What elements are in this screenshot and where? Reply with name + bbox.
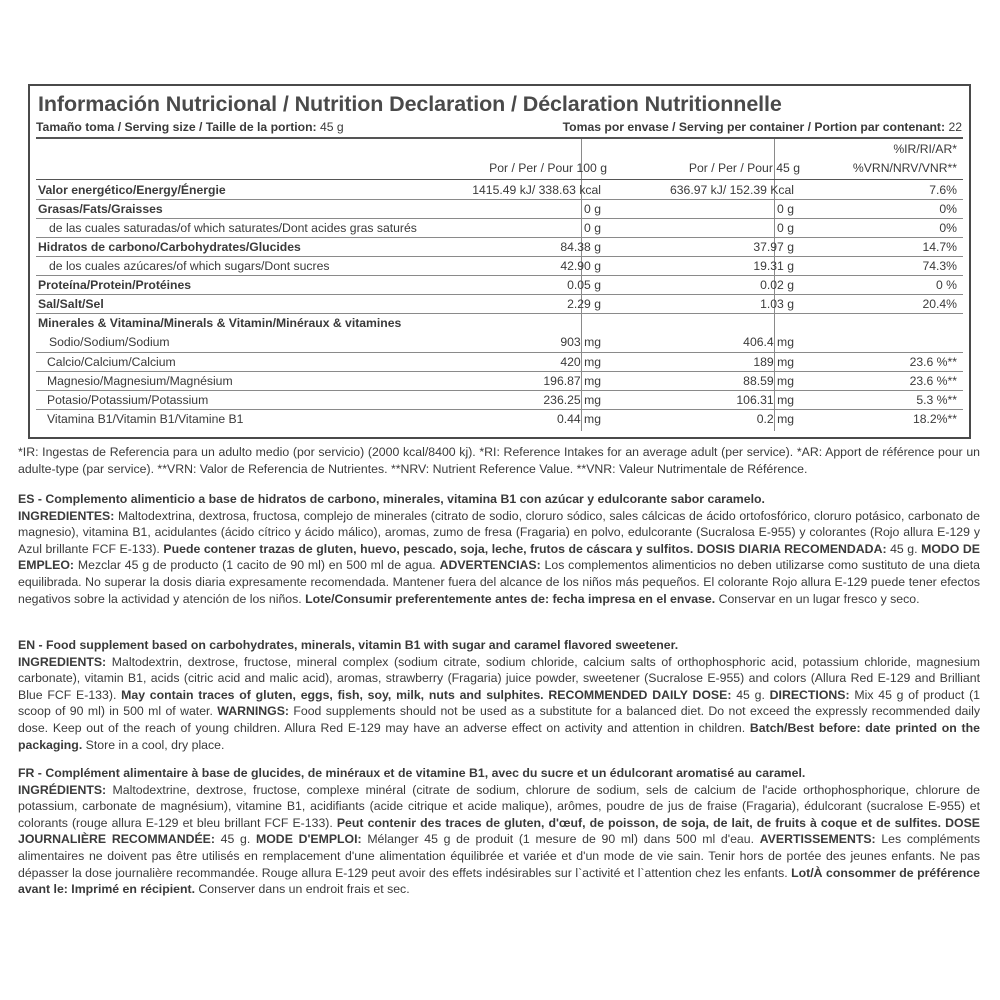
row-label: Vitamina B1/Vitamin B1/Vitamine B1 [47, 412, 244, 426]
servings-per-container: Tomas por envase / Serving per container / Portion par contenant: 22 [562, 120, 962, 134]
row-per45: 1.03 g [760, 297, 794, 311]
es-storage: Conservar en un lugar fresco y seco. [715, 591, 920, 606]
en-dose-label: RECOMMENDED DAILY DOSE: [543, 687, 732, 702]
row-ri: 23.6 %** [909, 374, 957, 388]
es-heading: ES - Complemento alimenticio a base de hidratos de carbono, minerales, vitamina B1 con azúcar y edulcorante sabor caramelo. [18, 492, 765, 506]
nutrition-table [28, 84, 971, 439]
row-per100: 420 mg [560, 355, 601, 369]
en-warnings: Food supplements should not be used as a substitute for a balanced diet. Do not exceed the expressly recommended daily dose. Keep out of the reach of young children. Allura Red E-129 may have an adverse effect on activity and attention in children. [18, 704, 980, 735]
row-per45: 37.97 g [753, 240, 794, 254]
fr-dose: 45 g. [214, 832, 256, 847]
row-per45: 106.31 mg [736, 393, 794, 407]
en-ingredients: Maltodextrin, dextrose, fructose, mineral complex (sodium citrate, sodium chloride, calcium salts of orthophosphoric acid, potassium chloride, magnesium carbonate), vitamin B1, acids (citric acid and malic acid), aromas, strawberry (Fragaria) juice powder, sweetener (Sucralose E-955) and colors (Allura Red E-129 and Brilliant Blue FCF E-133). [18, 654, 980, 702]
nutrition-title: Información Nutricional / Nutrition Declaration / Déclaration Nutritionnelle [38, 92, 782, 116]
en-use-label: DIRECTIONS: [769, 687, 850, 702]
es-ingredients-label: INGREDIENTES: [18, 508, 115, 523]
row-per100: 196.87 mg [543, 374, 601, 388]
spanish-section [18, 491, 980, 607]
footnote: *IR: Ingestas de Referencia para un adulto medio (por servicio) (2000 kcal/8400 kj). *RI: Reference Intakes for an average adult (per service). *AR: Apport de référence pour un adulte-type (par service). **VRN: Valor de Referencia de Nutrientes. **NRV: Nutrient Reference Value. **VNR: Valeur Nutrimentale de Référence. [18, 445, 980, 476]
en-ingredients-label: INGREDIENTS: [18, 654, 107, 669]
row-ri: 23.6 %** [909, 355, 957, 369]
row-per100: 0 g [584, 202, 601, 216]
row-ri: 0% [939, 221, 957, 235]
table-row [36, 333, 963, 352]
table-row [36, 219, 963, 238]
fr-use-label: MODE D'EMPLOI: [256, 832, 362, 847]
row-per100: 903 mg [560, 335, 601, 349]
row-per100: 0.05 g [567, 278, 601, 292]
table-row [36, 391, 963, 410]
row-label: Sal/Salt/Sel [38, 297, 104, 311]
row-per45: 0 g [777, 202, 794, 216]
row-per45: 88.59 mg [743, 374, 794, 388]
en-use: Mix 45 g of product (1 scoop of 90 ml) in 500 ml of water. [18, 687, 980, 719]
row-per100: 84.38 g [560, 240, 601, 254]
row-per100: 1415.49 kJ/ 338.63 kcal [472, 183, 601, 197]
row-label: Calcio/Calcium/Calcium [47, 355, 176, 369]
table-row [36, 181, 963, 200]
row-per100: 42.90 g [560, 259, 601, 273]
french-section [18, 765, 980, 898]
row-per45: 0.02 g [760, 278, 794, 292]
table-row [36, 200, 963, 219]
row-label: Potasio/Potassium/Potassium [47, 393, 209, 407]
row-per100: 2.29 g [567, 297, 601, 311]
es-warnings-label: ADVERTENCIAS: [439, 558, 541, 573]
row-label: Magnesio/Magnesium/Magnésium [47, 374, 233, 388]
row-per45: 19.31 g [753, 259, 794, 273]
serving-size: Tamaño toma / Serving size / Taille de la portion: 45 g [36, 120, 344, 134]
fr-ingredients-label: INGRÉDIENTS: [18, 782, 107, 797]
fr-heading: FR - Complément alimentaire à base de glucides, de minéraux et de vitamine B1, avec du sucre et un édulcorant aromatisé au caramel. [18, 766, 806, 780]
es-traces: Puede contener trazas de gluten, huevo, pescado, soja, leche, frutos de cáscara y sulfitos. [163, 541, 694, 556]
row-label: Valor energético/Energy/Énergie [38, 183, 226, 197]
col-header-vrn: %VRN/NRV/VNR** [852, 161, 957, 175]
row-label: Hidratos de carbono/Carbohydrates/Glucides [38, 240, 301, 254]
row-ri: 7.6% [929, 183, 957, 197]
fr-storage: Conserver dans un endroit frais et sec. [195, 882, 410, 897]
es-dose-label: DOSIS DIARIA RECOMENDADA: [693, 541, 887, 556]
row-ri: 18.2%** [912, 412, 957, 426]
row-per100: 236.25 mg [543, 393, 601, 407]
row-ri: 0% [939, 202, 957, 216]
row-per45: 189 mg [753, 355, 794, 369]
fr-dose-label: DOSE JOURNALIÈRE RECOMMANDÉE: [18, 815, 980, 847]
col-header-per45: Por / Per / Pour 45 g [688, 161, 800, 175]
table-row [36, 410, 963, 429]
row-per45: 0 g [777, 221, 794, 235]
en-traces: May contain traces of gluten, eggs, fish, soy, milk, nuts and sulphites. [121, 687, 544, 702]
fr-use: Mélanger 45 g de produit (1 mesure de 90 ml) dans 500 ml d'eau. [361, 832, 760, 847]
es-use-label: MODO DE EMPLEO: [18, 541, 980, 573]
en-warnings-label: WARNINGS: [217, 704, 289, 719]
fr-lot-label: Lot/À consommer de préférence avant le: Imprimé en récipient. [18, 865, 980, 897]
en-heading: EN - Food supplement based on carbohydrates, minerals, vitamin B1 with sugar and caramel flavored sweetener. [18, 638, 679, 652]
row-label: Grasas/Fats/Graisses [38, 202, 163, 216]
english-section [18, 637, 980, 753]
row-ri: 0 % [935, 278, 957, 292]
row-per45: 406.4 mg [743, 335, 794, 349]
fr-traces: Peut contenir des traces de gluten, d'œuf, de poisson, de soja, de lait, de fruits à coque et de sulfites. [336, 815, 942, 830]
row-label: Sodio/Sodium/Sodium [49, 335, 170, 349]
es-use: Mezclar 45 g de producto (1 cacito de 90 ml) en 500 ml de agua. [74, 558, 440, 573]
es-dose: 45 g. [886, 541, 922, 556]
es-lot-label: Lote/Consumir preferentemente antes de: fecha impresa en el envase. [305, 591, 716, 606]
table-row [36, 314, 963, 333]
table-row [36, 257, 963, 276]
row-label: de los cuales azúcares/of which sugars/Dont sucres [49, 259, 330, 273]
row-per100: 0 g [584, 221, 601, 235]
row-divider [36, 179, 963, 180]
row-label: de las cuales saturadas/of which saturates/Dont acides gras saturés [49, 221, 417, 235]
row-label: Proteína/Protein/Protéines [38, 278, 192, 292]
col-header-ri: %IR/RI/AR* [893, 142, 957, 156]
es-ingredients: Maltodextrina, dextrosa, fructosa, complejo de minerales (citrato de sodio, cloruro sódico, sales cálcicas de ácido ortofosfórico, cloruro potásico, carbonato de magnesio), vitamina B1, acidulantes (ácido cítrico y ácido málico), aromas, zumo de fresa (Fragaria) en polvo, edulcorante (Sucralosa E-955) y colorantes (Rojo allura E-129 y Azul brillante FCF E-133). [18, 508, 980, 556]
col-header-per100: Por / Per / Pour 100 g [489, 161, 607, 175]
row-ri: 14.7% [922, 240, 957, 254]
fr-warnings: Les compléments alimentaires ne doivent pas être utilisés en remplacement d'une alimentation équilibrée et variée et d'un mode de vie sain. Tenir hors de portée des jeunes enfants. Ne pas dépasser la dose journalière recommandée. Rouge allura E-129 peut avoir des effets indésirables sur l`activité et l`attention chez les enfants. [18, 832, 980, 880]
row-ri: 5.3 %** [916, 393, 957, 407]
table-row [36, 295, 963, 314]
header-divider [36, 137, 963, 139]
row-ri: 20.4% [922, 297, 957, 311]
es-warnings: Los complementos alimenticios no deben utilizarse como sustituto de una dieta equilibrada. No superar la dosis diaria expresamente recomendada. Mantener fuera del alcance de los niños más pequeños. El colorante Rojo allura E-129 puede tener efectos negativos sobre la actividad y atención de los niños. [18, 558, 980, 606]
en-lot-label: Batch/Best before: date printed on the packaging. [18, 720, 980, 752]
row-label: Minerales & Vitamina/Minerals & Vitamin/Minéraux & vitamines [38, 316, 402, 330]
row-ri: 74.3% [922, 259, 957, 273]
table-row [36, 238, 963, 257]
fr-warnings-label: AVERTISSEMENTS: [759, 832, 876, 847]
table-row [36, 276, 963, 295]
row-per45: 0.2 mg [756, 412, 794, 426]
table-row [36, 353, 963, 372]
en-storage: Store in a cool, dry place. [82, 737, 225, 752]
table-row [36, 372, 963, 391]
row-per100: 0.44 mg [556, 412, 601, 426]
row-per45: 636.97 kJ/ 152.39 Kcal [670, 183, 794, 197]
en-dose: 45 g. [731, 687, 770, 702]
fr-ingredients: Maltodextrine, dextrose, fructose, complexe minéral (citrate de sodium, chlorure de sodium, sels de calcium de l'acide orthophosphorique, chlorure de potassium, carbonate de magnésium), vitamine B1, acidifiants (acide citrique et acide malique), arômes, poudre de jus de fraise (Fragaria), édulcorant (sucralose E-955) et colorants (rouge allura E-129 et bleu brillant FCF E-133). [18, 782, 980, 830]
